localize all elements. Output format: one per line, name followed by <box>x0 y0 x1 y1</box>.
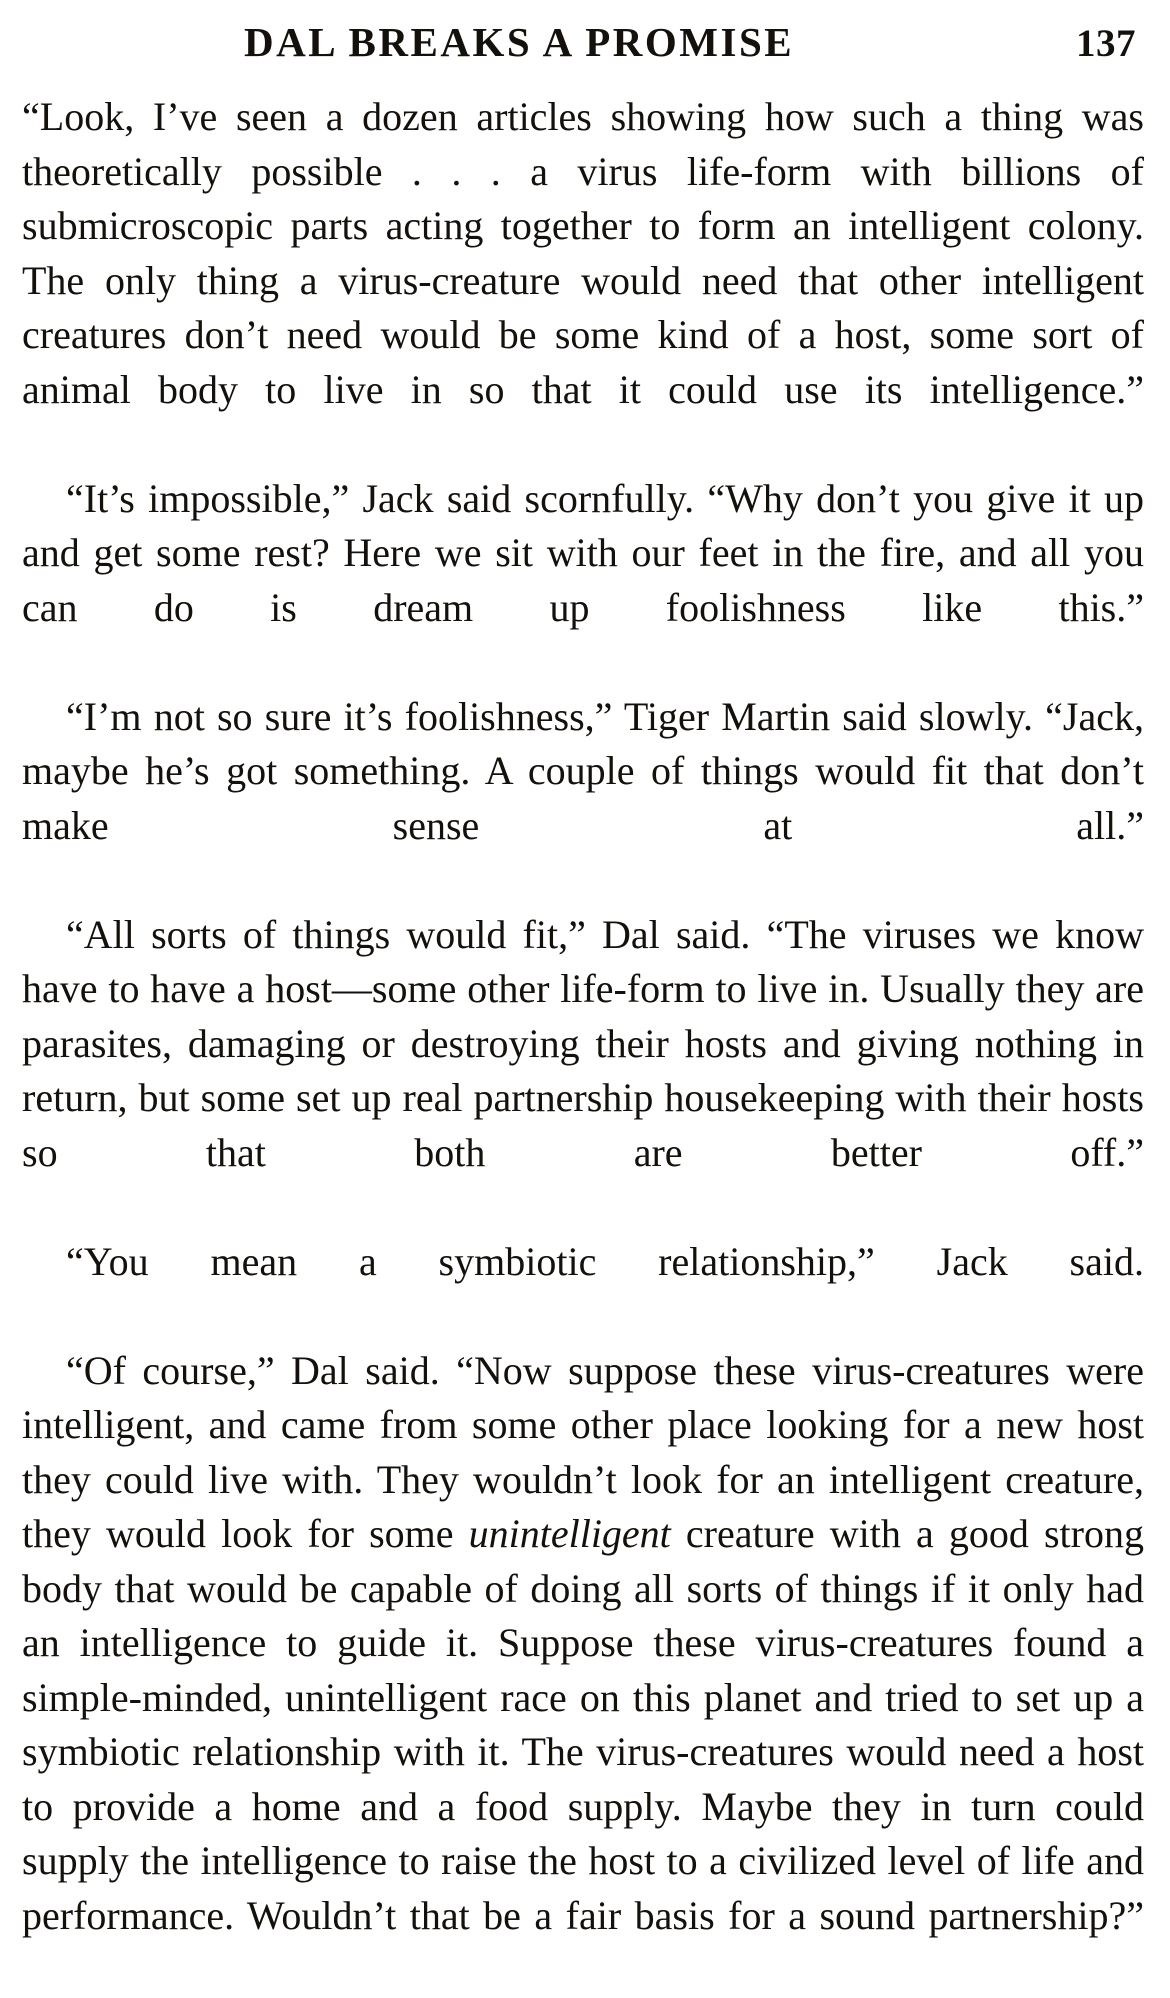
page-body <box>22 90 1144 1998</box>
paragraph: “Look, I’ve seen a dozen articles showing how such a thing was theoretically possible . . . a virus life-form with billions of submicroscopic parts acting together to form an intelligent colony. The only thing a virus-creature would need that other intelligent creatures don’t need would be some kind of a host, some sort of animal body to live in so that it could use its intelligence.” <box>22 94 1144 412</box>
paragraph: “I’m not so sure it’s foolishness,” Tiger Martin said slowly. “Jack, maybe he’s got something. A couple of things would fit that don’t make sense at all.” <box>22 693 1144 848</box>
paragraph: “All sorts of things would fit,” Dal said. “The viruses we know have to have a host—some other life-form to live in. Usually they are parasites, damaging or destroying their hosts and giving nothing in return, but some set up real partnership housekeeping with their hosts so that both are better off.” <box>22 911 1144 1175</box>
paragraph-part: “Of course,” Dal said. “Now suppose these virus-creatures were intelligent, and came from some other place looking for a new host they could live with. They wouldn’t look for an intelligent creature, they would look for some <box>22 1347 1144 1556</box>
paragraph: “You mean a symbiotic relationship,” Jack said. <box>66 1238 1144 1284</box>
paragraph: “It’s impossible,” Jack said scornfully. “Why don’t you give it up and get some rest? Here we sit with our feet in the fire, and all you can do is dream up foolishness like this.” <box>22 475 1144 630</box>
emphasis-text: unintelligent <box>468 1511 671 1556</box>
page-number: 137 <box>1076 22 1136 65</box>
chapter-title: DAL BREAKS A PROMISE <box>244 19 795 65</box>
running-head <box>22 18 1144 64</box>
paragraph-part: creature with a good strong body that would be capable of doing all sorts of things if it only had an intelligence to guide it. Suppose these virus-creatures found a simple-minded, unintelligent race on this planet and tried to set up a symbiotic relationship with it. The virus-creatures would need a host to provide a home and a food supply. Maybe they in turn could supply the intelligence to raise the host to a civilized level of life and performance. Wouldn’t that be a fair basis for a sound partnership?” <box>22 1511 1144 1938</box>
paragraph <box>22 1344 1144 1998</box>
